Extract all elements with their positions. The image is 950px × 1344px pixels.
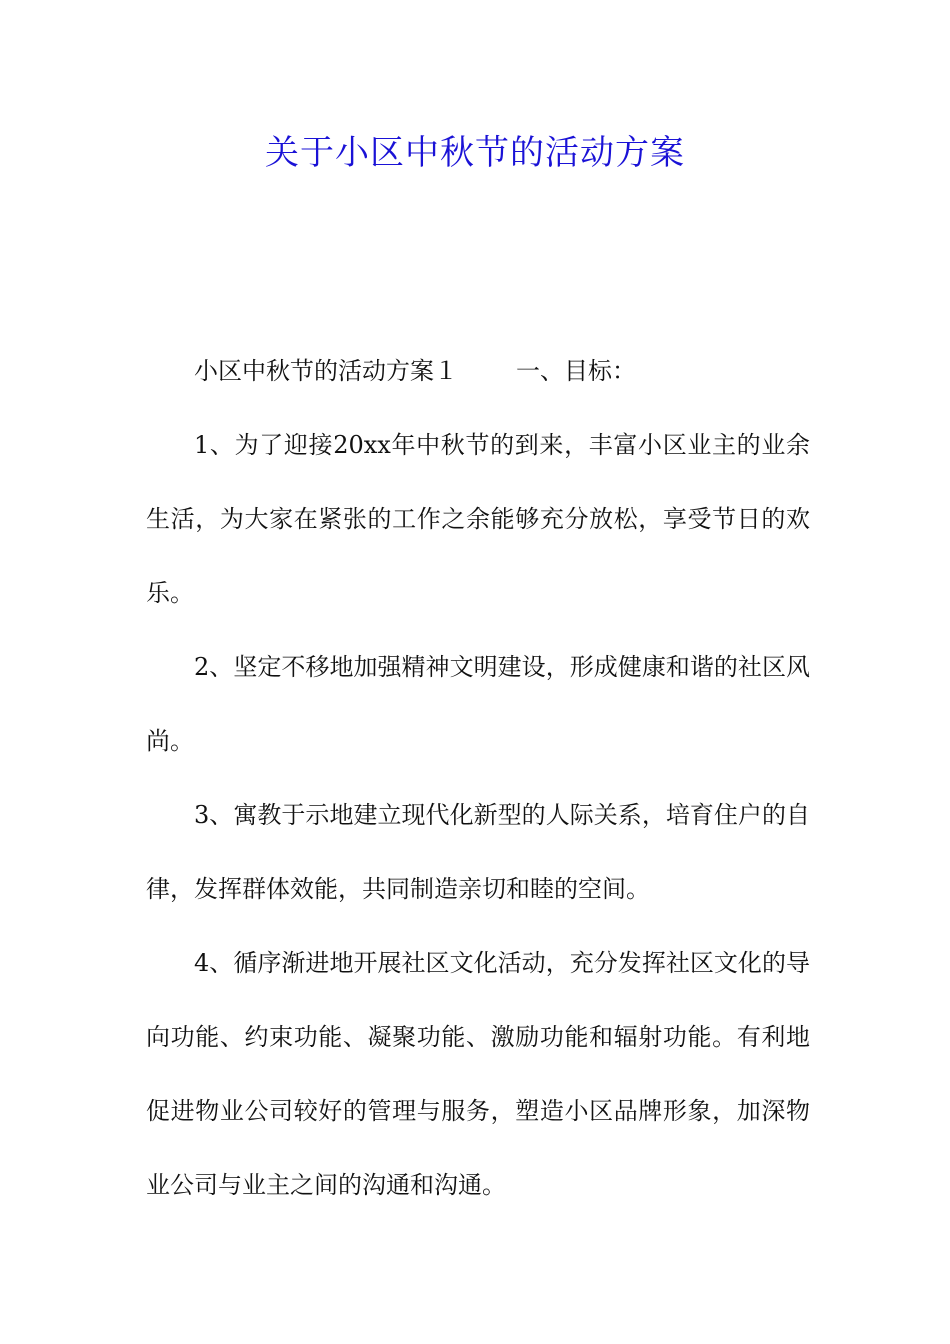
paragraph-1: 1、为了迎接20xx年中秋节的到来，丰富小区业主的业余生活，为大家在紧张的工作之余能够充分放松，享受节日的欢乐。 — [146, 431, 810, 607]
paragraph-3: 3、寓教于示地建立现代化新型的人际关系，培育住户的自律，发挥群体效能，共同制造亲切和睦的空间。 — [146, 801, 810, 903]
paragraph-2: 2、坚定不移地加强精神文明建设，形成健康和谐的社区风尚。 — [146, 653, 810, 755]
paragraph-4: 4、循序渐进地开展社区文化活动，充分发挥社区文化的导向功能、约束功能、凝聚功能、激励功能和辐射功能。有利地促进物业公司较好的管理与服务，塑造小区品牌形象，加深物业公司与业主之间的沟通和沟通。 — [146, 949, 810, 1199]
section-heading-line — [146, 334, 810, 408]
plan-heading: 小区中秋节的活动方案１ — [194, 357, 458, 385]
goal-heading: 一、目标： — [516, 357, 636, 385]
document-title: 关于小区中秋节的活动方案 — [265, 133, 685, 173]
document-body — [146, 334, 810, 1222]
